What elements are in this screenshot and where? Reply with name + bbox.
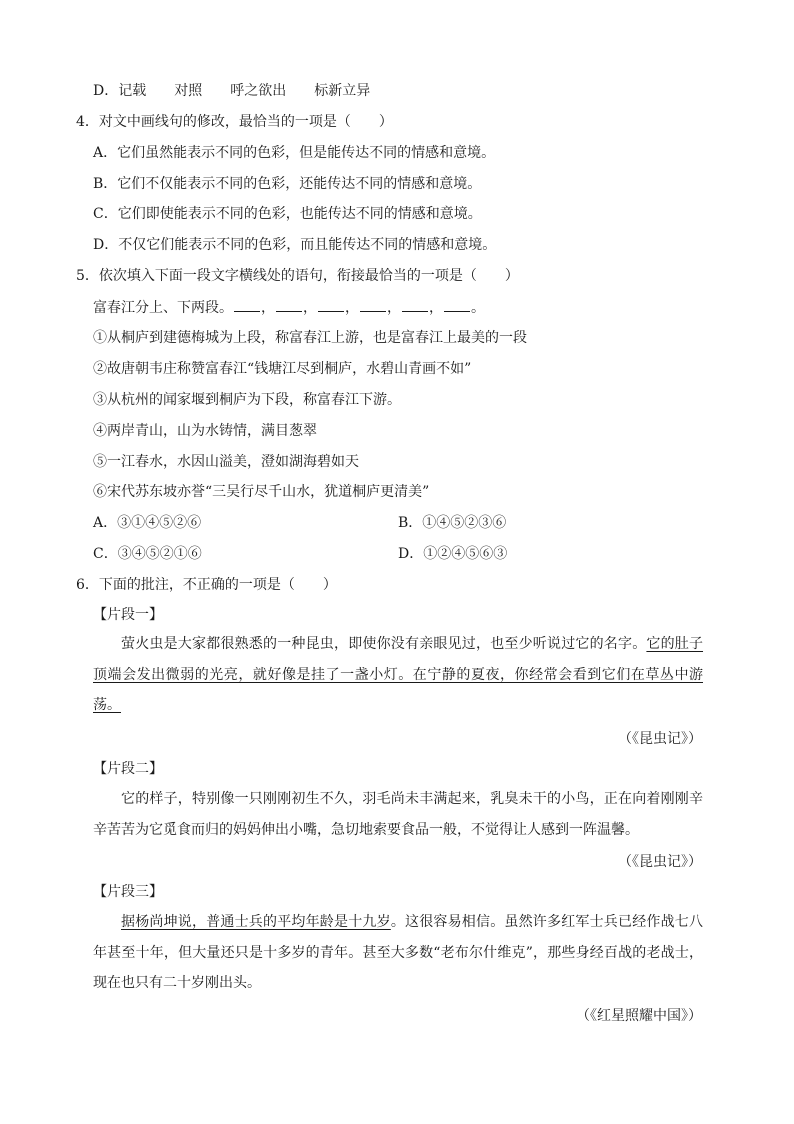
q6-stem: 6．下面的批注，不正确的一项是（ ） (76, 577, 337, 593)
q5-lead (93, 297, 485, 318)
fragment3-label: 【片段三】 (93, 884, 163, 900)
q4-option-c: C．它们即使能表示不同的色彩，也能传达不同的情感和意境。 (93, 206, 482, 222)
q3-option-d: D．记载 对照 呼之欲出 标新立异 (93, 83, 371, 99)
q5-lead-text: 富春江分上、下两段。 (93, 300, 233, 316)
fragment1-text (93, 629, 703, 721)
q5-end: 。 (471, 300, 485, 316)
blank-2 (276, 297, 302, 312)
fragment3-plain: 。这很容易相信。虽然许多红军士兵已经作战七八年甚至十年，但大量还只是十多岁的青年。甚至大多数“老布尔什维克”，那些身经百战的老战士，现在也只有二十岁刚出头。 (93, 914, 704, 991)
fragment1-underlined: 它的肚子顶端会发出微弱的光亮，就好像是挂了一盏小灯。在宁静的夏夜，你经常会看到它们在草丛中游荡。 (93, 636, 704, 713)
q5-option-a: A．③①④⑤②⑥ (93, 515, 202, 531)
q5-item-3: ③从杭州的闻家堰到桐庐为下段，称富春江下游。 (93, 392, 401, 408)
blank-6 (444, 297, 470, 312)
blank-3 (318, 297, 344, 312)
fragment2-source: （《昆虫记》） (618, 854, 702, 870)
fragment1-plain: 萤火虫是大家都很熟悉的一种昆虫，即使你没有亲眼见过，也至少听说过它的名字。 (121, 636, 647, 652)
fragment1-source: （《昆虫记》） (618, 731, 702, 747)
q5-sep: ， (303, 300, 317, 316)
q5-item-2: ②故唐朝韦庄称赞富春江“钱塘江尽到桐庐，水碧山青画不如” (93, 361, 472, 377)
q4-option-a: A．它们虽然能表示不同的色彩，但是能传达不同的情感和意境。 (93, 145, 496, 161)
fragment3-underlined: 据杨尚坤说，普通士兵的平均年龄是十九岁 (121, 914, 391, 930)
q5-sep: ， (387, 300, 401, 316)
blank-1 (234, 297, 260, 312)
q5-sep: ， (261, 300, 275, 316)
q4-option-b: B．它们不仅能表示不同的色彩，还能传达不同的情感和意境。 (93, 176, 482, 192)
fragment2-label: 【片段二】 (93, 761, 163, 777)
q5-item-4: ④两岸青山，山为水铸情，满目葱翠 (93, 423, 317, 439)
q4-option-d: D．不仅它们能表示不同的色彩，而且能传达不同的情感和意境。 (93, 237, 497, 253)
fragment1-label: 【片段一】 (93, 607, 163, 623)
q4-stem: 4．对文中画线句的修改，最恰当的一项是（ ） (76, 114, 393, 130)
q5-option-d: D．①②④⑤⑥③ (398, 546, 508, 562)
q5-option-b: B．①④⑤②③⑥ (398, 515, 507, 531)
fragment3-text (93, 907, 703, 999)
q5-stem: 5．依次填入下面一段文字横线处的语句，衔接最恰当的一项是（ ） (76, 268, 519, 284)
q5-sep: ， (429, 300, 443, 316)
q5-option-c: C．③④⑤②①⑥ (93, 546, 202, 562)
q5-item-6: ⑥宋代苏东坡亦誉“三吴行尽千山水，犹道桐庐更清美” (93, 484, 430, 500)
fragment2-text: 它的样子，特别像一只刚刚初生不久，羽毛尚未丰满起来，乳臭未干的小鸟，正在向着刚刚辛辛苦苦为它觅食而归的妈妈伸出小嘴，急切地索要食品一般，不觉得让人感到一阵温馨。 (93, 791, 703, 838)
blank-5 (402, 297, 428, 312)
blank-4 (360, 297, 386, 312)
q5-item-5: ⑤一江春水，水因山溢美，澄如湖海碧如天 (93, 454, 359, 470)
q5-sep: ， (345, 300, 359, 316)
fragment3-source: （《红星照耀中国》） (576, 1008, 702, 1024)
q5-item-1: ①从桐庐到建德梅城为上段，称富春江上游，也是富春江上最美的一段 (93, 330, 527, 346)
